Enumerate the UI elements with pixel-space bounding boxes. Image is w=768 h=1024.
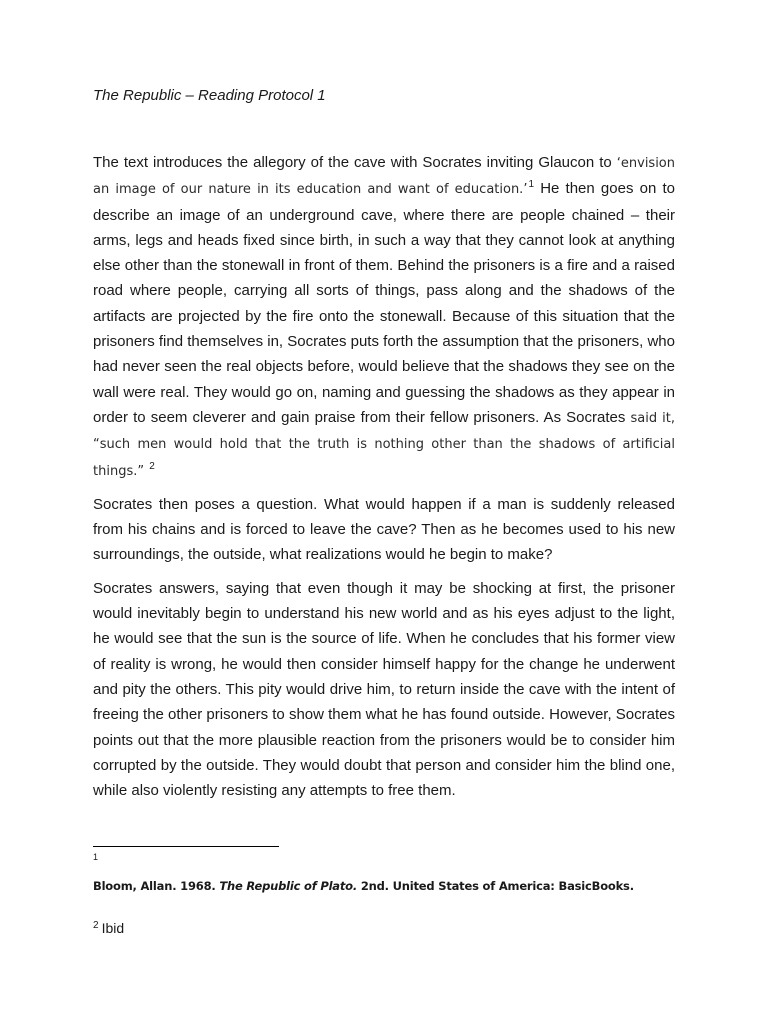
paragraph-1-body: He then goes on to describe an image of an underground cave, where there are people chained – their arms, legs and heads fixed since birth, in such a way that they cannot look at anything else other than the stonewall in front of them. Behind the prisoners is a fire and a raised road where people, carrying all sorts of things, pass along and the shadows of the artifacts are projected by the fire onto the stonewall. Because of this situation that the prisoners find themselves in, Socrates puts forth the assumption that the prisoners, who had never seen the real objects before, would believe that the shadows they see on the wall were real. They would go on, naming and guessing the shadows as they appear in order to seem cleverer and gain praise from their fellow prisoners. As Socrates: [93, 180, 675, 426]
footnote-1-citation: [93, 877, 634, 895]
footnote-2-marker: 2: [93, 920, 99, 931]
footnote-2-text: Ibid: [101, 920, 125, 936]
paragraph-3: Socrates answers, saying that even though it may be shocking at first, the prisoner would inevitably begin to understand his new world and as his eyes adjust to the light, he would see that the sun is the source of life. When he concludes that his former view of reality is wrong, he would then consider himself happy for the change he underwent and pity the others. This pity would drive him, to return inside the cave with the intent of freeing the other prisoners to show them what he has found outside. However, Socrates points out that the more plausible reaction from the prisoners would be to consider him corrupted by the outside. They would doubt that person and consider him the blind one, while also violently resisting any attempts to free them.: [93, 579, 675, 800]
paragraph-1: [93, 150, 675, 484]
footnote-separator: [93, 846, 279, 847]
document-title: The Republic – Reading Protocol 1: [93, 87, 326, 104]
footnote-1-work-title: The Republic of Plato.: [219, 879, 358, 893]
footnote-reference-1: 1: [528, 179, 535, 191]
footnote-1-suffix: 2nd. United States of America: BasicBooks.: [357, 879, 634, 893]
quotation-1: ‘envision an image of our nature in its education and want of education.’: [93, 156, 676, 198]
paragraph-1-intro: The text introduces the allegory of the cave with Socrates inviting Glaucon to: [93, 154, 612, 171]
footnote-2: [93, 918, 124, 938]
footnote-1-marker: 1: [93, 852, 99, 862]
document-body: [93, 150, 675, 811]
quotation-2: said it, “such men would hold that the truth is nothing other than the shadows of artificial things.”: [93, 410, 676, 479]
footnote-1-prefix: Bloom, Allan. 1968.: [93, 879, 220, 893]
paragraph-2: Socrates then poses a question. What would happen if a man is suddenly released from his chains and is forced to leave the cave? Then as he becomes used to his new surroundings, the outside, what realizations would he begin to make?: [93, 495, 675, 564]
footnote-reference-2: 2: [149, 460, 155, 472]
